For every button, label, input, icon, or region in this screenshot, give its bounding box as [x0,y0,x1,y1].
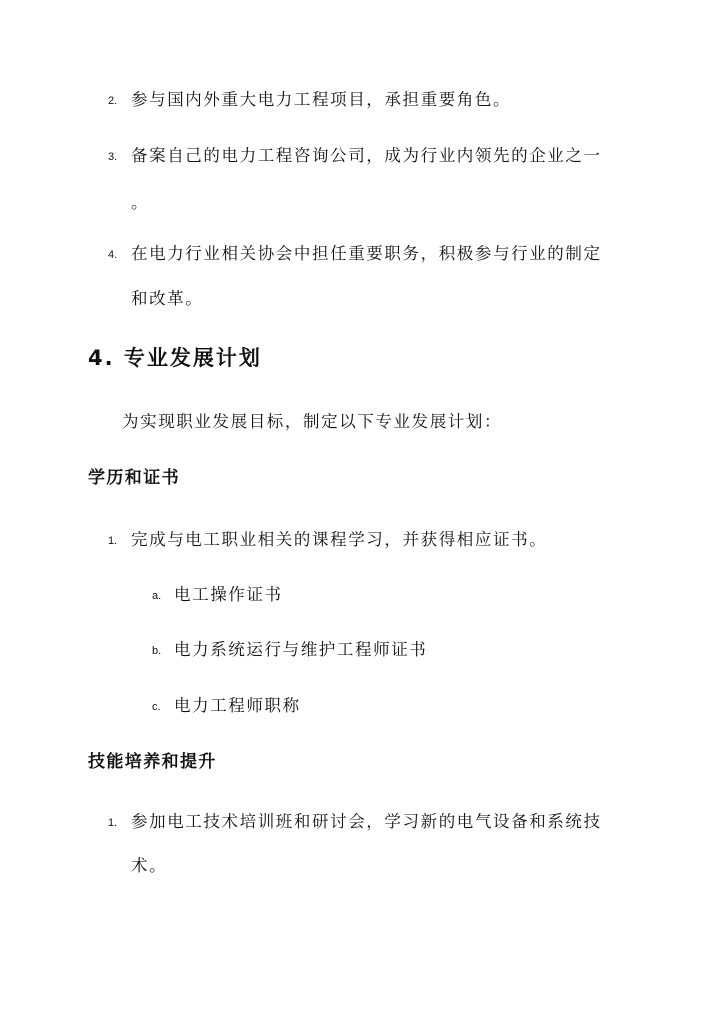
section-intro: 为实现职业发展目标，制定以下专业发展计划： [122,412,503,431]
sub-list-item-text: 电工操作证书 [174,585,283,604]
list-item-text-continued: 和改革。 [131,289,204,308]
list-number: 4. [108,249,118,261]
sub-list-letter: c. [152,701,161,713]
list-number: 3. [108,151,118,163]
sub-list-letter: b. [152,645,162,657]
subsection-heading-skills: 技能培养和提升 [88,752,217,772]
list-item-text: 参加电工技术培训班和研讨会，学习新的电气设备和系统技 [131,812,602,831]
list-number: 1. [108,817,118,829]
list-item-text: 参与国内外重大电力工程项目，承担重要角色。 [131,90,512,109]
list-item-text-continued: 术。 [131,856,168,875]
list-item-text-continued: 。 [131,193,150,212]
sub-list-item-text: 电力系统运行与维护工程师证书 [174,640,428,659]
list-item-text: 在电力行业相关协会中担任重要职务，积极参与行业的制定 [131,244,602,263]
list-item-text: 完成与电工职业相关的课程学习，并获得相应证书。 [131,530,548,549]
subsection-heading-education: 学历和证书 [88,468,180,488]
sub-list-letter: a. [152,590,162,602]
list-item-text: 备案自己的电力工程咨询公司，成为行业内领先的企业之一 [131,146,602,165]
section-heading: 4. 专业发展计划 [88,346,262,370]
sub-list-item-text: 电力工程师职称 [174,696,301,715]
list-number: 2. [108,95,118,107]
list-number: 1. [108,535,118,547]
